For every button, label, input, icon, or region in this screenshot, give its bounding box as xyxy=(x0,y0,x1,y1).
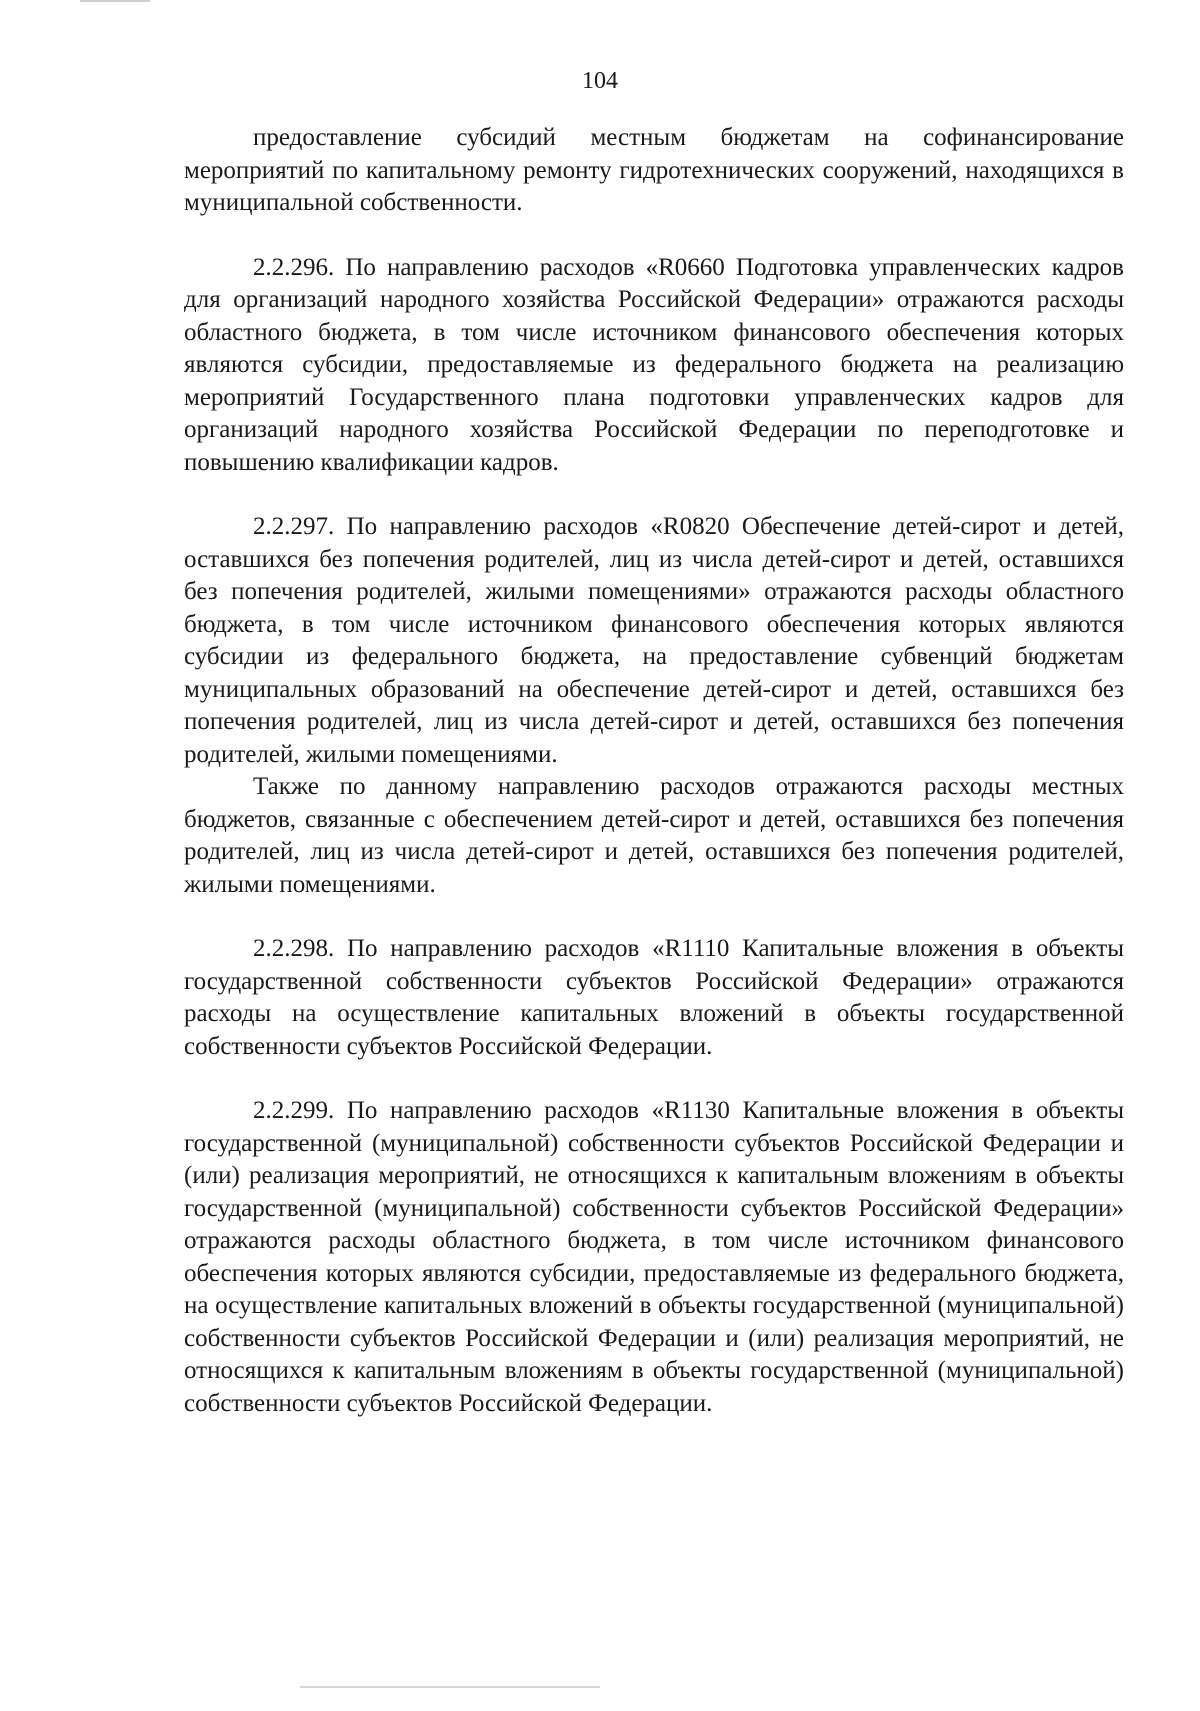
paragraph-2-2-299: 2.2.299. По направлению расходов «R1130 Капитальные вложения в объекты государственной (муниципальной) собственности субъектов Российской Федерации и (или) реализация мероприятий, не относящихся к капитальным вложениям в объекты государственной (муниципальной) собственности субъектов Российской Федерации» отражаются расходы областного бюджета, в том числе источником финансового обеспечения которых являются субсидии, предоставляемые из федерального бюджета, на осуществление капитальных вложений в объекты государственной (муниципальной) собственности субъектов Российской Федерации и (или) реализация мероприятий, не относящихся к капитальным вложениям в объекты государственной (муниципальной) собственности субъектов Российской Федерации. xyxy=(184,1097,1124,1417)
page-number: 104 xyxy=(582,68,618,94)
paragraph-2-2-297-also: Также по данному направлению расходов отражаются расходы местных бюджетов, связанные с обеспечением детей-сирот и детей, оставшихся без попечения родителей, лиц из числа детей-сирот и детей, оставшихся без попечения родителей, жилыми помещениями. xyxy=(184,773,1124,898)
paragraph-2-2-297: 2.2.297. По направлению расходов «R0820 Обеспечение детей-сирот и детей, оставшихся без попечения родителей, лиц из числа детей-сирот и детей, оставшихся без попечения родителей, жилыми помещениями» отражаются расходы областного бюджета, в том числе источником финансового обеспечения которых являются субсидии из федерального бюджета, на предоставление субвенций бюджетам муниципальных образований на обеспечение детей-сирот и детей, оставшихся без попечения родителей, лиц из числа детей-сирот и детей, оставшихся без попечения родителей, жилыми помещениями. xyxy=(184,513,1124,768)
paragraph-2-2-298: 2.2.298. По направлению расходов «R1110 Капитальные вложения в объекты государственной собственности субъектов Российской Федерации» отражаются расходы на осуществление капитальных вложений в объекты государственной собственности субъектов Российской Федерации. xyxy=(184,935,1124,1060)
paragraph-2-2-296: 2.2.296. По направлению расходов «R0660 Подготовка управленческих кадров для организаций народного хозяйства Российской Федерации» отражаются расходы областного бюджета, в том числе источником финансового обеспечения которых являются субсидии, предоставляемые из федерального бюджета на реализацию мероприятий Государственного плана подготовки управленческих кадров для организаций народного хозяйства Российской Федерации по переподготовке и повышению квалификации кадров. xyxy=(184,253,1124,476)
scan-edge-mark xyxy=(80,0,150,2)
paragraph-subsidy-continuation: предоставление субсидий местным бюджетам на софинансирование мероприятий по капитальному ремонту гидротехнических сооружений, находящихся в муниципальной собственности. xyxy=(184,124,1124,216)
document-body xyxy=(184,122,1124,1420)
cut-off-bottom-line xyxy=(300,1686,600,1688)
